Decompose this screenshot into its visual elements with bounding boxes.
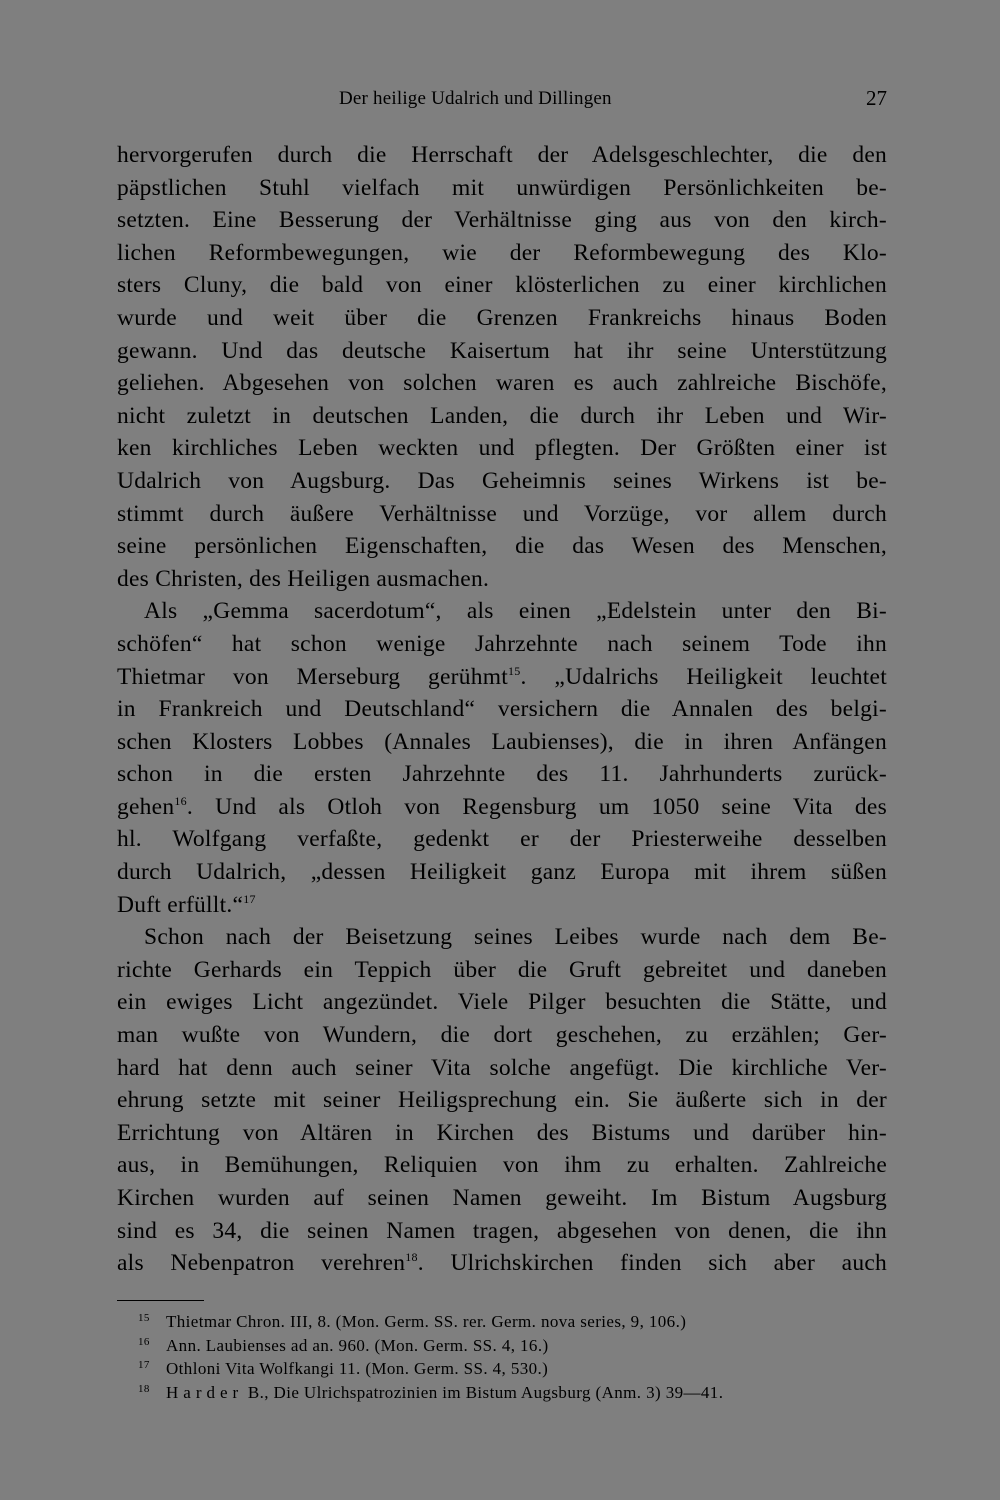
- footnote-18: 18 Harder B., Die Ulrichspatrozinien im Bistum Augsburg (Anm. 3) 39—41.: [138, 1383, 724, 1403]
- text-line-with-ref: [117, 661, 887, 694]
- text-line: durch Udalrich, „dessen Heiligkeit ganz Europa mit ihrem süßen: [117, 859, 887, 886]
- footnote-divider: [117, 1300, 204, 1301]
- text-line: Als „Gemma sacerdotum“, als einen „Edelstein unter den Bi-: [144, 598, 887, 625]
- text-line: Udalrich von Augsburg. Das Geheimnis seines Wirkens ist be-: [117, 467, 887, 494]
- footnote-15: 15 Thietmar Chron. III, 8. (Mon. Germ. SS. rer. Germ. nova series, 9, 106.): [138, 1312, 687, 1331]
- text-line: ehrung setzte mit seiner Heiligsprechung ein. Sie äußerte sich in der: [117, 1087, 887, 1114]
- text-line: des Christen, des Heiligen ausmachen.: [117, 565, 490, 592]
- text-line: in Frankreich und Deutschland“ versichern die Annalen des belgi-: [117, 696, 887, 723]
- text-line: man wußte von Wundern, die dort geschehen, zu erzählen; Ger-: [117, 1022, 887, 1049]
- text-line: stimmt durch äußere Verhältnisse und Vorzüge, vor allem durch: [117, 500, 887, 527]
- footnote-text: B., Die Ulrichspatrozinien im Bistum Augsburg (Anm. 3) 39—41.: [243, 1383, 724, 1403]
- text-line: schen Klosters Lobbes (Annales Laubienses), die in ihren Anfängen: [117, 728, 887, 755]
- text-line: setzten. Eine Besserung der Verhältnisse ging aus von den kirch-: [117, 207, 887, 234]
- text-line: hervorgerufen durch die Herrschaft der Adelsgeschlechter, die den: [117, 142, 887, 168]
- text-segment: Duft erfüllt.“: [117, 891, 244, 918]
- text-line: aus, in Bemühungen, Reliquien von ihm zu erhalten. Zahlreiche: [117, 1152, 887, 1179]
- text-line: päpstlichen Stuhl vielfach mit unwürdigen Persönlichkeiten be-: [117, 174, 887, 201]
- footnote-ref-15: 15: [508, 663, 521, 678]
- text-line: lichen Reformbewegungen, wie der Reformbewegung des Klo-: [117, 239, 887, 266]
- text-line: wurde und weit über die Grenzen Frankreichs hinaus Boden: [117, 304, 887, 331]
- text-line: hard hat denn auch seiner Vita solche angefügt. Die kirchliche Ver-: [117, 1054, 887, 1081]
- text-line: Errichtung von Altären in Kirchen des Bistums und darüber hin-: [117, 1119, 887, 1146]
- text-line-with-ref: [117, 791, 887, 824]
- text-line-with-ref: [117, 1247, 887, 1280]
- body-text: [117, 139, 887, 1280]
- footnote-ref-18: 18: [405, 1250, 418, 1265]
- text-line: Kirchen wurden auf seinen Namen geweiht. Im Bistum Augsburg: [117, 1185, 887, 1211]
- footnotes: [138, 1310, 898, 1405]
- footnote-text: Othloni Vita Wolfkangi 11. (Mon. Germ. SS. 4, 530.): [166, 1359, 549, 1379]
- text-line: Schon nach der Beisetzung seines Leibes wurde nach dem Be-: [144, 924, 887, 951]
- footnote-author: Harder: [166, 1383, 244, 1403]
- footnote-16: 16 Ann. Laubienses ad an. 960. (Mon. Germ. SS. 4, 16.): [138, 1335, 549, 1355]
- text-line: richte Gerhards ein Teppich über die Gruft gebreitet und daneben: [117, 956, 887, 983]
- footnote-text: Thietmar Chron. III, 8. (Mon. Germ. SS. rer. Germ. nova series, 9, 106.): [166, 1312, 687, 1331]
- text-segment: als Nebenpatron verehren: [117, 1250, 406, 1277]
- text-segment: . „Udalrichs Heiligkeit leuchtet: [520, 663, 887, 690]
- footnote-17: 17 Othloni Vita Wolfkangi 11. (Mon. Germ. SS. 4, 530.): [138, 1359, 549, 1379]
- text-line: gewann. Und das deutsche Kaisertum hat ihr seine Unterstützung: [117, 337, 887, 364]
- text-line: nicht zuletzt in deutschen Landen, die durch ihr Leben und Wir-: [117, 402, 887, 429]
- text-line-with-ref: [117, 889, 887, 922]
- footnote-ref-16: 16: [174, 793, 187, 808]
- text-line: schon in die ersten Jahrzehnte des 11. Jahrhunderts zurück-: [117, 761, 887, 788]
- text-line: ein ewiges Licht angezündet. Viele Pilger besuchten die Stätte, und: [117, 989, 887, 1016]
- page-number: 27: [866, 86, 887, 110]
- text-segment: gehen: [117, 793, 175, 820]
- text-segment: Thietmar von Merseburg gerühmt: [117, 663, 509, 690]
- text-line: seine persönlichen Eigenschaften, die das Wesen des Menschen,: [117, 533, 887, 560]
- text-segment: . Und als Otloh von Regensburg um 1050 seine Vita des: [186, 793, 887, 820]
- text-line: geliehen. Abgesehen von solchen waren es auch zahlreiche Bischöfe,: [117, 370, 887, 397]
- text-segment: . Ulrichskirchen finden sich aber auch: [417, 1250, 887, 1277]
- text-line: schöfen“ hat schon wenige Jahrzehnte nach seinem Tode ihn: [117, 630, 887, 657]
- footnote-text: Ann. Laubienses ad an. 960. (Mon. Germ. SS. 4, 16.): [166, 1335, 549, 1355]
- text-line: sind es 34, die seinen Namen tragen, abgesehen von denen, die ihn: [117, 1217, 887, 1244]
- text-line: ken kirchliches Leben weckten und pflegten. Der Größten einer ist: [117, 435, 887, 462]
- running-head: [117, 84, 887, 114]
- footnote-ref-17: 17: [243, 891, 256, 906]
- text-line: sters Cluny, die bald von einer klösterlichen zu einer kirchlichen: [117, 272, 887, 299]
- running-title: Der heilige Udalrich und Dillingen: [339, 88, 612, 109]
- text-line: hl. Wolfgang verfaßte, gedenkt er der Priesterweihe desselben: [117, 826, 887, 853]
